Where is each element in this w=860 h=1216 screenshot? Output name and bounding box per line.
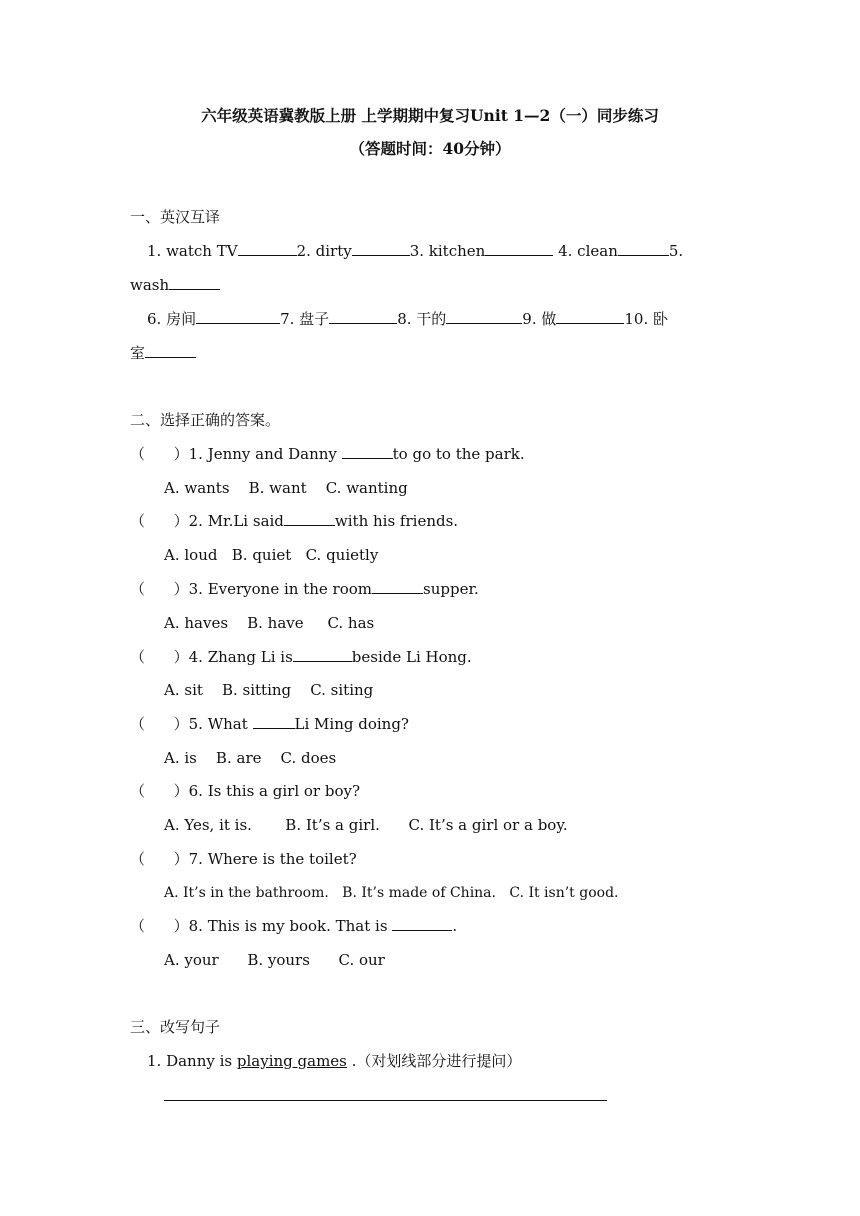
translate-row-1-cont [130,275,220,295]
translate-row-2-cont [130,343,196,363]
question-text: 7. Where is the toilet? [188,850,357,868]
item-7: 7. 盘子 [280,310,330,328]
question-7 [130,849,357,869]
answer-paren[interactable]: （ ） [130,512,189,530]
answer-paren[interactable]: （ ） [130,715,189,733]
answer-paren[interactable]: （ ） [130,580,189,598]
blank[interactable] [342,444,393,459]
question-3 [130,579,479,599]
answer-paren[interactable]: （ ） [130,445,189,463]
question-5-options: A. is B. are C. does [164,749,337,767]
blank[interactable] [392,916,452,931]
blank[interactable] [618,241,669,256]
question-8 [130,916,457,936]
question-text: 3. Everyone in the room [188,580,372,598]
question-text: 6. Is this a girl or boy? [188,782,360,800]
answer-line[interactable] [164,1100,607,1101]
blank[interactable] [485,241,553,256]
blank[interactable] [556,309,624,324]
item-5-number: 5. [668,242,684,260]
question-text: 2. Mr.Li said [188,512,284,530]
section3-heading: 三、改写句子 [130,1018,221,1036]
blank[interactable] [446,309,522,324]
question-4-options: A. sit B. sitting C. siting [164,681,374,699]
question-text: 5. What [188,715,253,733]
question-text-end: beside Li Hong. [351,648,472,666]
question-text: 1. Jenny and Danny [188,445,342,463]
question-text: 8. This is my book. That is [188,917,393,935]
blank[interactable] [238,241,297,256]
answer-paren[interactable]: （ ） [130,850,189,868]
translate-row-2 [147,309,668,329]
page-subtitle: （答题时间：40分钟） [349,139,511,158]
question-text-end: to go to the park. [392,445,525,463]
item-4: 4. clean [558,242,618,260]
rewrite-question-1 [147,1051,521,1071]
item-8: 8. 干的 [397,310,447,328]
question-7-options: A. It’s in the bathroom. B. It’s made of China. C. It isn’t good. [164,885,619,901]
section1-heading: 一、英汉互译 [130,208,221,226]
question-1 [130,444,525,464]
question-2 [130,511,458,531]
blank[interactable] [329,309,397,324]
question-6 [130,781,360,801]
question-text-end: . [452,917,458,935]
blank[interactable] [352,241,410,256]
item-9: 9. 做 [522,310,557,328]
question-6-options: A. Yes, it is. B. It’s a girl. C. It’s a girl or a boy. [164,816,568,834]
blank[interactable] [253,714,295,729]
question-3-options: A. haves B. have C. has [164,614,375,632]
question-text: 1. Danny is [147,1052,237,1070]
item-5: wash [130,276,170,294]
question-text-end: Li Ming doing? [294,715,409,733]
blank[interactable] [196,309,280,324]
item-3: 3. kitchen [409,242,486,260]
question-4 [130,647,472,667]
item-10: 10. 卧 [624,310,668,328]
item-6: 6. 房间 [147,310,197,328]
question-1-options: A. wants B. want C. wanting [164,479,408,497]
answer-paren[interactable]: （ ） [130,782,189,800]
section2-heading: 二、选择正确的答案。 [130,411,281,429]
answer-paren[interactable]: （ ） [130,917,189,935]
question-text-end: supper. [423,580,479,598]
underlined-phrase: playing games [236,1052,347,1070]
blank[interactable] [169,275,220,290]
blank[interactable] [145,343,196,358]
blank[interactable] [372,579,423,594]
item-10-cont: 室 [130,344,146,362]
blank[interactable] [284,511,335,526]
translate-row-1 [147,241,683,261]
question-instruction: .（对划线部分进行提问） [346,1052,522,1070]
question-2-options: A. loud B. quiet C. quietly [164,546,379,564]
blank[interactable] [293,647,352,662]
answer-paren[interactable]: （ ） [130,648,189,666]
question-5 [130,714,409,734]
page-title: 六年级英语冀教版上册 上学期期中复习Unit 1—2（一）同步练习 [201,106,659,125]
item-2: 2. dirty [296,242,352,260]
question-8-options: A. your B. yours C. our [164,951,385,969]
item-1: 1. watch TV [147,242,238,260]
question-text-end: with his friends. [334,512,459,530]
question-text: 4. Zhang Li is [188,648,293,666]
